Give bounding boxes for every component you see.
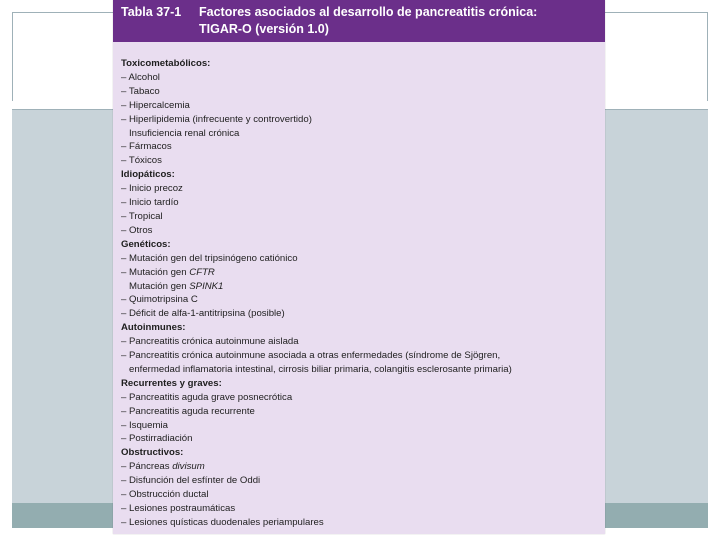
table-subtitle: TIGAR-O (versión 1.0) [199,22,329,36]
list-item: – Inicio precoz [121,183,183,195]
list-item-text: – Páncreas [121,461,173,473]
list-item: – Alcohol [121,71,160,83]
list-item [121,280,605,294]
list-item: – Lesiones postraumáticas [121,503,236,514]
list-item [121,460,605,474]
list-item: – Déficit de alfa-1-antitripsina (posible) [121,308,285,320]
category-idiopathic: Idiopáticos: [121,169,175,181]
list-item: – Tropical [121,210,163,222]
list-item: – Mutación gen del tripsinógeno catiónico [121,252,298,264]
list-item [121,266,605,280]
list-item: – Pancreatitis aguda recurrente [121,405,255,417]
category-toxicometabolic: Toxicometabólicos: [121,58,211,69]
list-item: – Obstrucción ductal [121,489,209,501]
list-item: – Otros [121,224,153,236]
table-header [113,0,605,42]
list-item: – Fármacos [121,141,172,153]
list-item: – Inicio tardío [121,197,179,209]
table-title: Factores asociados al desarrollo de pancreatitis crónica: [199,5,538,19]
list-item: – Pancreatitis crónica autoinmune asociada a otras enfermedades (síndrome de Sjögren, [121,350,501,362]
list-item: – Tóxicos [121,155,162,167]
category-genetic: Genéticos: [121,238,171,250]
table-number: Tabla 37-1 [121,5,182,19]
list-item: – Quimotripsina C [121,294,198,306]
list-item: – Hiperlipidemia (infrecuente y controvertido) [121,113,312,125]
gene-name-cftr: CFTR [189,266,215,278]
table-title-line-1 [121,4,597,21]
list-item: – Pancreatitis crónica autoinmune aislada [121,336,299,348]
list-item: – Postirradiación [121,433,193,445]
category-autoimmune: Autoinmunes: [121,322,186,334]
list-item-text: – Mutación gen [121,266,190,278]
gene-name-spink1: SPINK1 [189,280,224,292]
list-item-text: Mutación gen [129,280,190,292]
list-item: – Isquemia [121,419,168,431]
list-item: – Pancreatitis aguda grave posnecrótica [121,391,293,403]
list-item: – Tabaco [121,85,160,97]
table-card [113,0,605,534]
category-obstructive: Obstructivos: [121,447,184,459]
list-item: Insuficiencia renal crónica [129,127,240,139]
category-recurrent: Recurrentes y graves: [121,377,222,389]
list-item: – Disfunción del esfínter de Oddi [121,475,261,487]
list-item: – Hipercalcemia [121,99,190,111]
term-divisum: divisum [172,461,205,473]
table-body [113,42,605,530]
list-item: – Lesiones quísticas duodenales periampulares [121,516,324,528]
list-item: enfermedad inflamatoria intestinal, cirrosis biliar primaria, colangitis esclerosante primaria) [129,363,512,375]
